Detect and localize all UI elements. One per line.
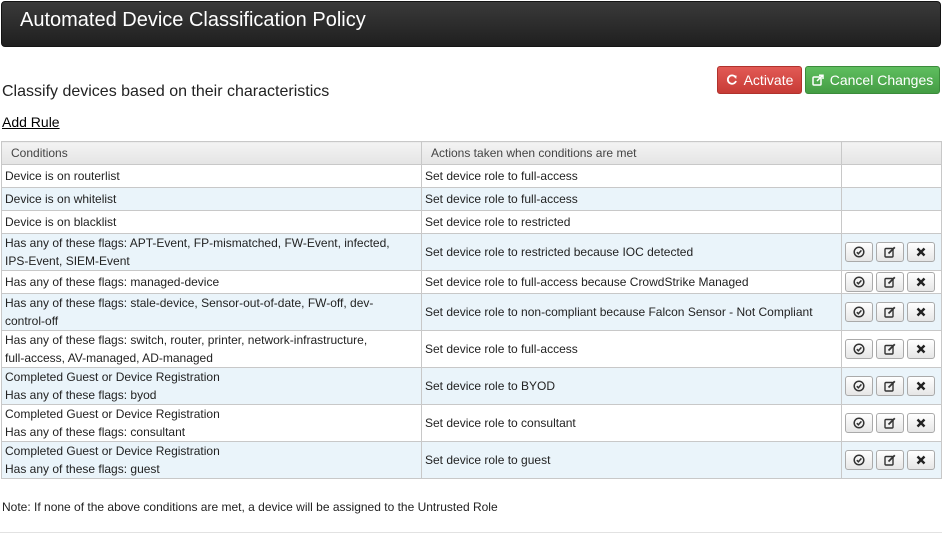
condition-cell	[2, 368, 422, 405]
condition-text: Device is on blacklist	[5, 215, 117, 229]
row-action-buttons	[845, 339, 941, 359]
action-cell: Set device role to full-access	[422, 331, 842, 368]
table-row	[2, 294, 942, 331]
condition-cell	[2, 405, 422, 442]
delete-rule-button[interactable]	[907, 413, 935, 433]
edit-rule-button[interactable]	[876, 339, 904, 359]
edit-icon	[884, 454, 896, 466]
row-actions-cell	[842, 271, 942, 294]
row-actions-cell	[842, 211, 942, 234]
check-circle-icon	[853, 246, 865, 258]
edit-icon	[884, 306, 896, 318]
row-actions-cell	[842, 368, 942, 405]
row-action-buttons	[845, 242, 941, 262]
rule-rows	[2, 165, 942, 479]
condition-text: Device is on routerlist	[5, 169, 120, 183]
delete-rule-button[interactable]	[907, 242, 935, 262]
buttons-column-header	[842, 142, 942, 165]
check-circle-icon	[853, 380, 865, 392]
condition-text: Has any of these flags: stale-device, Sensor-out-of-date, FW-off, dev-	[5, 296, 374, 310]
action-cell: Set device role to restricted because IOC detected	[422, 234, 842, 271]
footer-note: Note: If none of the above conditions are met, a device will be assigned to the Untrusted Role	[2, 500, 498, 514]
edit-icon	[884, 380, 896, 392]
condition-cell	[2, 271, 422, 294]
row-actions-cell	[842, 331, 942, 368]
action-cell: Set device role to full-access	[422, 165, 842, 188]
delete-rule-button[interactable]	[907, 302, 935, 322]
edit-icon	[884, 246, 896, 258]
table-row	[2, 211, 942, 234]
delete-icon	[915, 380, 927, 392]
row-action-buttons	[845, 450, 941, 470]
delete-icon	[915, 246, 927, 258]
action-cell: Set device role to consultant	[422, 405, 842, 442]
condition-text: Device is on whitelist	[5, 192, 117, 206]
action-cell: Set device role to non-compliant because Falcon Sensor - Not Compliant	[422, 294, 842, 331]
check-circle-icon	[853, 343, 865, 355]
condition-text: Has any of these flags: managed-device	[5, 275, 220, 289]
row-actions-cell	[842, 165, 942, 188]
enable-rule-button[interactable]	[845, 376, 873, 396]
check-circle-icon	[853, 276, 865, 288]
row-actions-cell	[842, 188, 942, 211]
edit-icon	[884, 417, 896, 429]
policy-rules-table	[1, 141, 942, 479]
delete-icon	[915, 417, 927, 429]
activate-button-label: Activate	[743, 72, 794, 88]
page-title: Automated Device Classification Policy	[20, 9, 366, 31]
condition-text: Has any of these flags: byod	[5, 388, 157, 402]
condition-text: Has any of these flags: switch, router, printer, network-infrastructure,	[5, 333, 368, 347]
condition-text: Has any of these flags: guest	[5, 462, 160, 476]
delete-icon	[915, 276, 927, 288]
enable-rule-button[interactable]	[845, 413, 873, 433]
edit-rule-button[interactable]	[876, 450, 904, 470]
cancel-changes-button[interactable]	[805, 66, 940, 94]
row-actions-cell	[842, 294, 942, 331]
cancel-changes-button-label: Cancel Changes	[829, 72, 934, 88]
delete-icon	[915, 454, 927, 466]
check-circle-icon	[853, 454, 865, 466]
condition-cell	[2, 331, 422, 368]
action-cell: Set device role to BYOD	[422, 368, 842, 405]
table-row	[2, 188, 942, 211]
check-circle-icon	[853, 417, 865, 429]
delete-rule-button[interactable]	[907, 272, 935, 292]
delete-rule-button[interactable]	[907, 339, 935, 359]
row-actions-cell	[842, 405, 942, 442]
action-cell: Set device role to full-access because CrowdStrike Managed	[422, 271, 842, 294]
edit-rule-button[interactable]	[876, 376, 904, 396]
condition-cell	[2, 294, 422, 331]
conditions-column-header: Conditions	[2, 142, 422, 165]
delete-rule-button[interactable]	[907, 376, 935, 396]
row-action-buttons	[845, 272, 941, 292]
row-action-buttons	[845, 302, 941, 322]
condition-text: Completed Guest or Device Registration	[5, 407, 220, 421]
condition-cell	[2, 188, 422, 211]
edit-icon	[884, 276, 896, 288]
edit-rule-button[interactable]	[876, 272, 904, 292]
condition-cell	[2, 234, 422, 271]
table-row	[2, 405, 942, 442]
row-actions-cell	[842, 442, 942, 479]
page-subtitle: Classify devices based on their characteristics	[2, 83, 330, 100]
table-row	[2, 165, 942, 188]
condition-text: full-access, AV-managed, AD-managed	[5, 351, 213, 365]
enable-rule-button[interactable]	[845, 302, 873, 322]
action-cell: Set device role to full-access	[422, 188, 842, 211]
activate-button[interactable]	[717, 66, 802, 94]
condition-text: IPS-Event, SIEM-Event	[5, 254, 130, 268]
condition-cell	[2, 442, 422, 479]
condition-text: control-off	[5, 314, 59, 328]
row-action-buttons	[845, 376, 941, 396]
action-cell: Set device role to restricted	[422, 211, 842, 234]
enable-rule-button[interactable]	[845, 242, 873, 262]
condition-text: Completed Guest or Device Registration	[5, 444, 220, 458]
bottom-divider	[0, 532, 942, 533]
delete-icon	[915, 306, 927, 318]
row-action-buttons	[845, 413, 941, 433]
edit-rule-button[interactable]	[876, 242, 904, 262]
check-circle-icon	[853, 306, 865, 318]
condition-text: Completed Guest or Device Registration	[5, 370, 220, 384]
add-rule-link[interactable]: Add Rule	[2, 114, 60, 130]
condition-text: Has any of these flags: APT-Event, FP-mismatched, FW-Event, infected,	[5, 236, 390, 250]
enable-rule-button[interactable]	[845, 272, 873, 292]
table-row	[2, 442, 942, 479]
delete-icon	[915, 343, 927, 355]
condition-cell	[2, 211, 422, 234]
table-row	[2, 234, 942, 271]
condition-cell	[2, 165, 422, 188]
title-bar	[1, 1, 941, 47]
share-icon	[812, 74, 824, 86]
delete-rule-button[interactable]	[907, 450, 935, 470]
actions-column-header: Actions taken when conditions are met	[422, 142, 842, 165]
row-actions-cell	[842, 234, 942, 271]
table-row	[2, 271, 942, 294]
enable-rule-button[interactable]	[845, 450, 873, 470]
table-row	[2, 368, 942, 405]
edit-icon	[884, 343, 896, 355]
condition-text: Has any of these flags: consultant	[5, 425, 186, 439]
edit-rule-button[interactable]	[876, 302, 904, 322]
edit-rule-button[interactable]	[876, 413, 904, 433]
refresh-icon	[726, 74, 738, 86]
action-cell: Set device role to guest	[422, 442, 842, 479]
table-row	[2, 331, 942, 368]
enable-rule-button[interactable]	[845, 339, 873, 359]
